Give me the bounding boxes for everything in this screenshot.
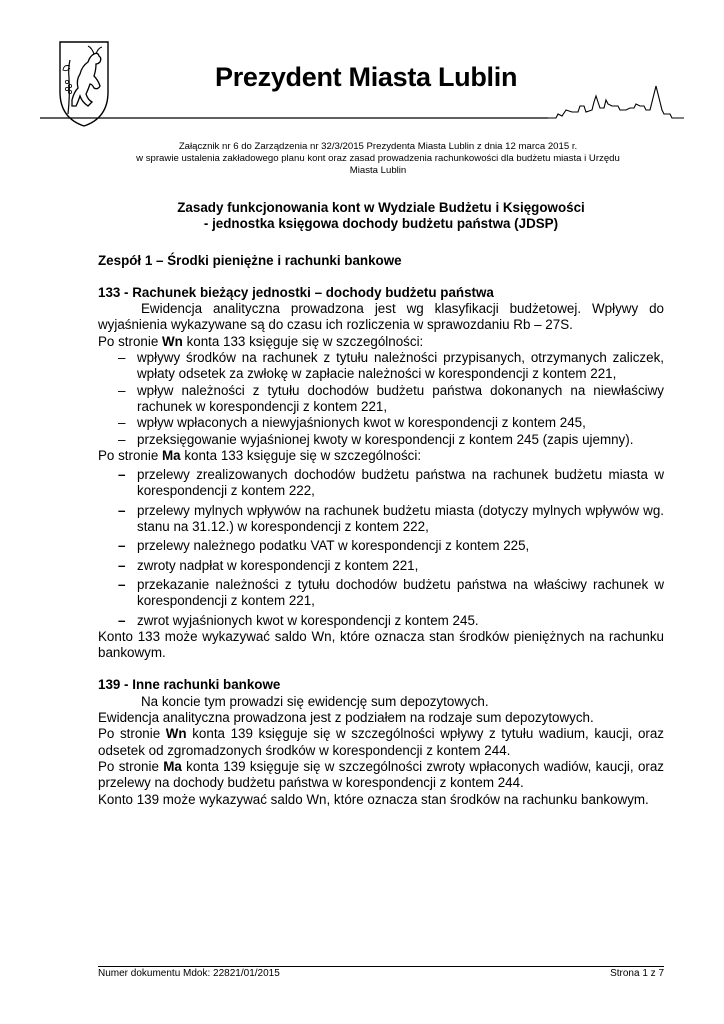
- document-body: [98, 200, 664, 808]
- list-item: – zwrot wyjaśnionych kwot w korespondencji z kontem 245.: [118, 612, 479, 628]
- list-item: – przekazanie należności z tytułu dochodów budżetu państwa na właściwy rachunek w korespondencji z kontem 221,: [118, 576, 664, 609]
- wn-label: Wn: [165, 726, 187, 742]
- attachment-line-3: Miasta Lublin: [349, 165, 407, 176]
- list-item: – wpływ wpłaconych a niewyjaśnionych kwot w korespondencji z kontem 245,: [118, 415, 586, 431]
- list-item: – zwroty nadpłat w korespondencji z kontem 221,: [118, 557, 419, 573]
- document-title-line-1: Zasady funkcjonowania kont w Wydziale Budżetu i Księgowości: [177, 200, 585, 215]
- document-title-line-2: - jednostka księgowa dochody budżetu państwa (JDSP): [203, 216, 559, 232]
- ma-label: Ma: [163, 758, 182, 774]
- account-139-p2: Ewidencja analityczna prowadzona jest z podziałem na rodzaje sum depozytowych.: [98, 710, 594, 726]
- account-139-wn: Po stronie Wn konta 139 księguje się w szczególności wpływy z tytułu wadium, kaucji, oraz odsetek od zgromadzonych środków w korespondencji z kontem 244.: [98, 726, 664, 758]
- list-item: – przelewy należnego podatku VAT w korespondencji z kontem 225,: [118, 538, 530, 554]
- wn-label: Wn: [162, 333, 183, 349]
- account-139-heading: 139 - Inne rachunki bankowe: [98, 677, 281, 693]
- footer-page-number: Strona 1 z 7: [610, 968, 664, 979]
- attachment-line-2: w sprawie ustalenia zakładowego planu kont oraz zasad prowadzenia rachunkowości dla budżetu miasta i Urzędu: [136, 153, 620, 164]
- account-133-heading: 133 - Rachunek bieżący jednostki – dochody budżetu państwa: [98, 284, 494, 300]
- attachment-note: [98, 141, 658, 177]
- list-item: – wpływy środków na rachunek z tytułu należności przypisanych, otrzymanych zaliczek, wpłaty odsetek za zwłokę w zapłacie należności w korespondencji z kontem 221,: [118, 350, 664, 382]
- header-title: Prezydent Miasta Lublin: [215, 62, 518, 92]
- account-133-wn-list: [98, 350, 664, 448]
- account-133-ma-list: [98, 467, 664, 629]
- list-item: – przelewy mylnych wpływów na rachunek budżetu miasta (dotyczy mylnych wpływów wg. stanu na 31.12.) w korespondencji z kontem 222,: [118, 502, 664, 535]
- list-item: – przelewy zrealizowanych dochodów budżetu państwa na rachunek budżetu miasta w korespondencji z kontem 222,: [118, 467, 664, 499]
- city-skyline-decoration: [0, 80, 724, 125]
- account-139-saldo: Konto 139 może wykazywać saldo Wn, które oznacza stan środków na rachunku bankowym.: [98, 791, 649, 807]
- account-139-p1: Na koncie tym prowadzi się ewidencję sum depozytowych.: [141, 693, 489, 709]
- footer-divider: [98, 966, 664, 967]
- account-133-intro: Ewidencja analityczna prowadzona jest wg klasyfikacji budżetowej. Wpływy do wyjaśnienia wykazywane są do czasu ich rozliczenia w sprawozdaniu Rb – 27S.: [98, 301, 664, 333]
- attachment-line-1: Załącznik nr 6 do Zarządzenia nr 32/3/2015 Prezydenta Miasta Lublin z dnia 12 marca 2015 r.: [178, 141, 578, 152]
- account-133-wn-lead: Po stronie Wn konta 133 księguje się w szczególności:: [98, 333, 424, 349]
- ma-label: Ma: [162, 447, 181, 463]
- list-item: – przeksięgowanie wyjaśnionej kwoty w korespondencji z kontem 245 (zapis ujemny).: [118, 431, 634, 447]
- footer-doc-number: Numer dokumentu Mdok: 22821/01/2015: [98, 968, 280, 979]
- list-item: – wpływ należności z tytułu dochodów budżetu państwa dokonanych na niewłaściwy rachunek w korespondencji z kontem 221,: [118, 382, 664, 414]
- account-133-saldo: Konto 133 może wykazywać saldo Wn, które oznacza stan środków pieniężnych na rachunku bankowym.: [98, 628, 664, 661]
- account-133-ma-lead: Po stronie Ma konta 133 księguje się w szczególności:: [98, 447, 422, 463]
- account-139-ma: Po stronie Ma konta 139 księguje się w szczególności zwroty wpłaconych wadiów, kaucji, oraz przelewy na dochody budżetu państwa w korespondencji z kontem 244.: [98, 758, 664, 791]
- team-heading: Zespół 1 – Środki pieniężne i rachunki bankowe: [98, 252, 402, 268]
